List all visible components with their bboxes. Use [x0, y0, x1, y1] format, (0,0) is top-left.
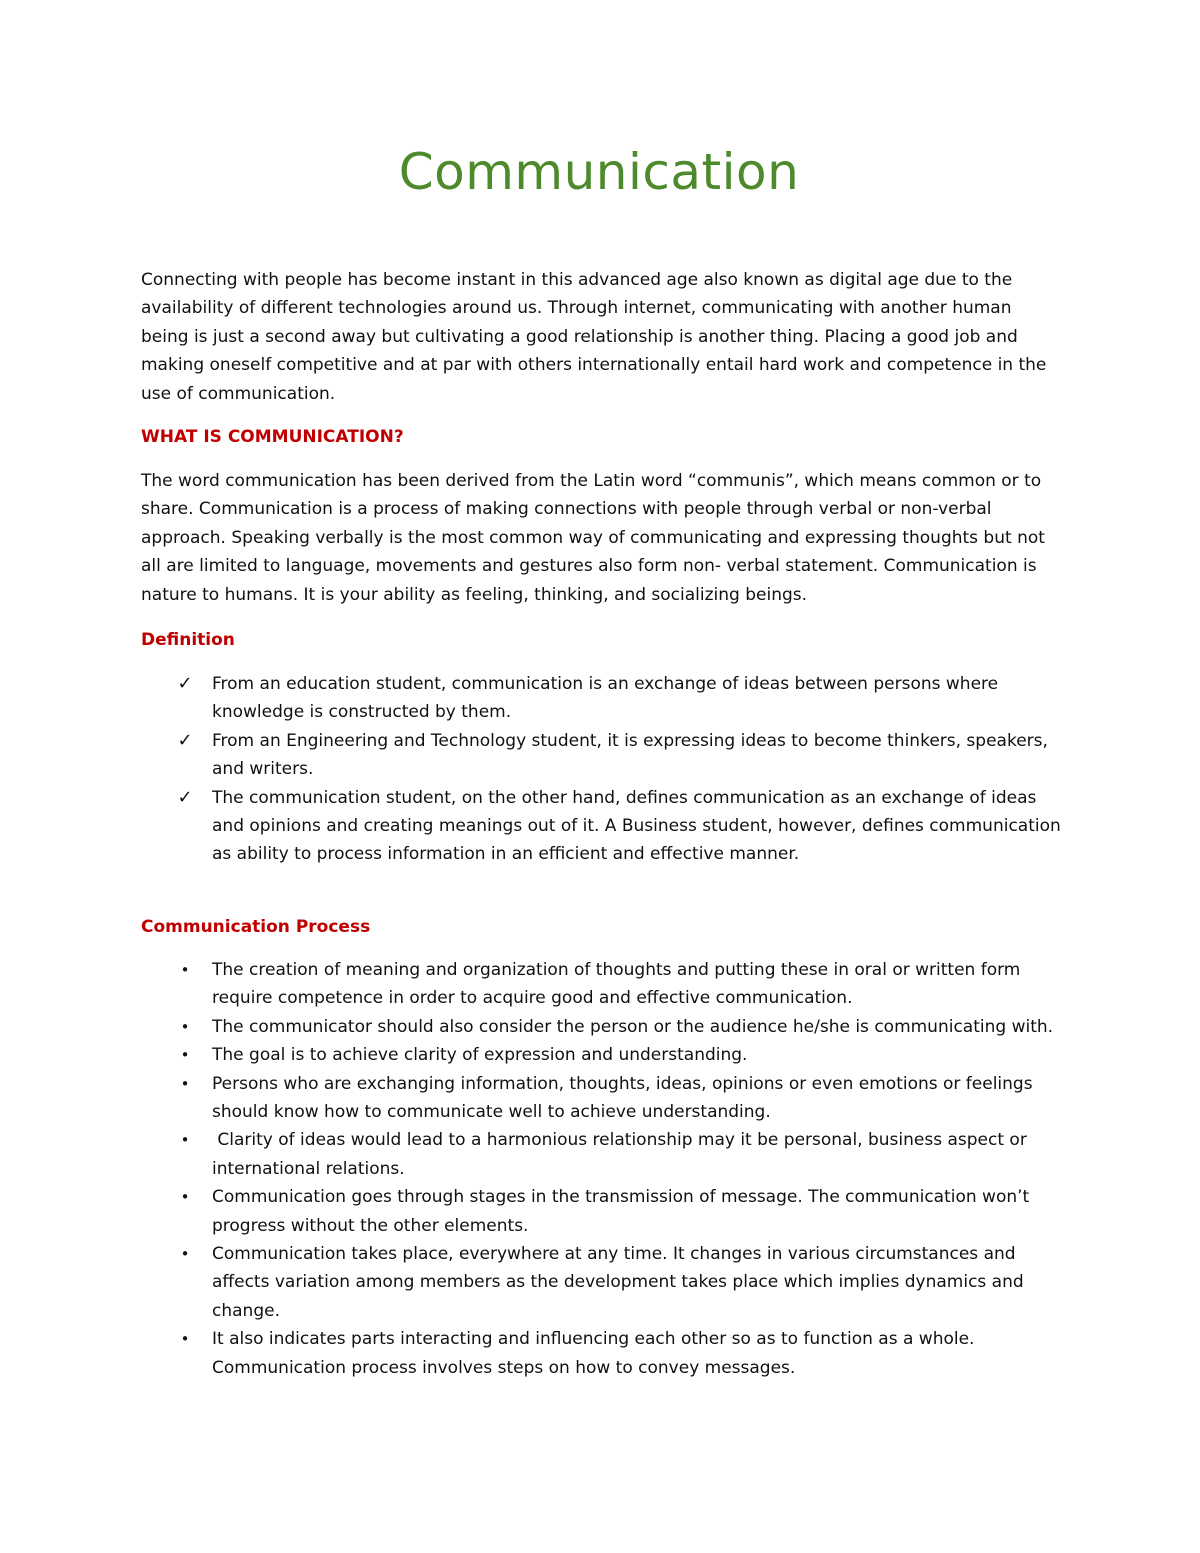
list-item — [141, 1013, 1061, 1041]
process-item-text: Communication goes through stages in the transmission of message. The communication won’t progress without the other elements. — [212, 1187, 1030, 1236]
process-item-text: The creation of meaning and organization of thoughts and putting these in oral or written form require competence in order to acquire good and effective communication. — [212, 960, 1021, 1009]
list-item — [141, 1325, 1061, 1382]
bullet-icon: • — [180, 1131, 190, 1150]
list-item — [141, 1070, 1061, 1127]
list-item — [141, 784, 1061, 869]
process-item-text: It also indicates parts interacting and influencing each other so as to function as a whole. Communication process involves steps on how to convey messages. — [212, 1329, 975, 1378]
list-item — [141, 670, 1061, 727]
list-item — [141, 727, 1061, 784]
what-is-communication-heading: WHAT IS COMMUNICATION? — [141, 427, 404, 447]
bullet-icon: • — [180, 961, 190, 979]
document-title: Communication — [398, 143, 800, 201]
process-item-text: The communicator should also consider the person or the audience he/she is communicating with. — [212, 1016, 1054, 1037]
definition-item-text: From an Engineering and Technology student, it is expressing ideas to become thinkers, speakers, and writers. — [212, 730, 1048, 780]
intro-paragraph: Connecting with people has become instant in this advanced age also known as digital age due to the availability of different technologies around us. Through internet, communicating with another human being is just a second away but cultivating a good relationship is another thing. Placing a good job and making oneself competitive and at par with others internationally entail hard work and competence in the use of communication. — [141, 270, 1047, 404]
list-item — [141, 1126, 1061, 1183]
process-item-text: The goal is to achieve clarity of expression and understanding. — [212, 1045, 748, 1066]
list-item — [141, 1041, 1061, 1069]
communication-process-heading: Communication Process — [141, 917, 371, 937]
checkmark-icon: ✓ — [177, 786, 193, 808]
bullet-icon: • — [180, 1017, 190, 1036]
definition-item-text: From an education student, communication is an exchange of ideas between persons where knowledge is constructed by them. — [212, 674, 999, 723]
process-list — [141, 956, 1061, 1382]
what-is-communication-paragraph: The word communication has been derived from the Latin word “communis”, which means common or to share. Communication is a process of making connections with people through verbal or non-verbal approach. Speaking verbally is the most common way of communicating and expressing thoughts but not all are limited to language, movements and gestures also form non- verbal statement. Communication is nature to humans. It is your ability as feeling, thinking, and socializing beings. — [141, 471, 1045, 605]
list-item — [141, 1240, 1061, 1325]
bullet-icon: • — [180, 1046, 190, 1065]
bullet-icon: • — [180, 1188, 190, 1207]
definition-item-text: The communication student, on the other hand, defines communication as an exchange of ideas and opinions and creating meanings out of it. A Business student, however, defines communication as ability to process information in an efficient and effective manner. — [212, 787, 1061, 865]
list-item — [141, 956, 1061, 1013]
definition-heading: Definition — [141, 630, 235, 650]
definition-list — [141, 670, 1061, 869]
list-item — [141, 1183, 1061, 1240]
bullet-icon: • — [180, 1074, 190, 1093]
bullet-icon: • — [180, 1245, 190, 1264]
bullet-icon: • — [180, 1330, 190, 1349]
process-item-text: Persons who are exchanging information, thoughts, ideas, opinions or even emotions or feelings should know how to communicate well to achieve understanding. — [212, 1073, 1033, 1123]
checkmark-icon: ✓ — [177, 729, 193, 751]
process-item-text: Clarity of ideas would lead to a harmonious relationship may it be personal, business aspect or international relations. — [212, 1130, 1033, 1179]
checkmark-icon: ✓ — [177, 673, 193, 694]
process-item-text: Communication takes place, everywhere at any time. It changes in various circumstances and affects variation among members as the development takes place which implies dynamics and change. — [212, 1244, 1024, 1321]
